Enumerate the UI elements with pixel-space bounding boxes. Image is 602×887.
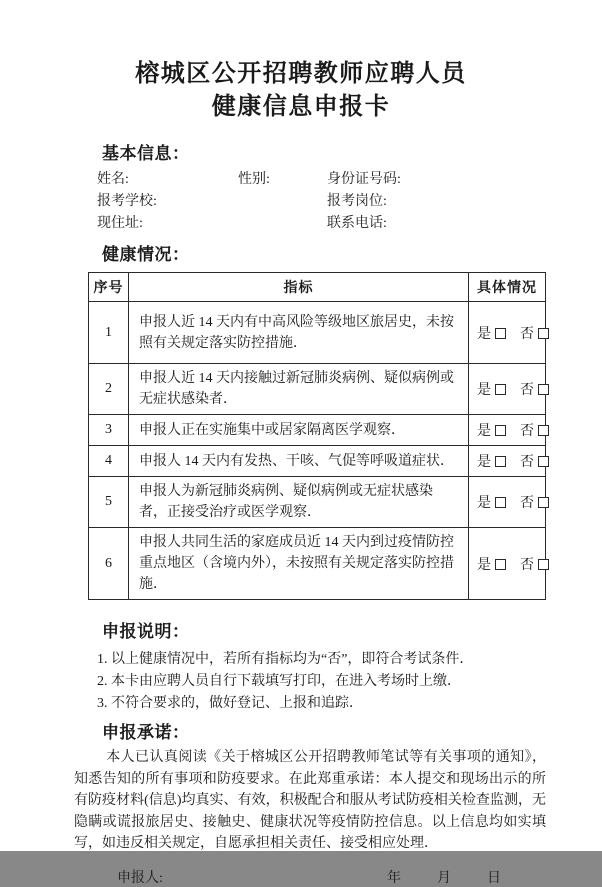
date-fields — [351, 867, 501, 887]
health-table — [88, 272, 546, 600]
yes-checkbox-icon[interactable] — [495, 328, 506, 339]
yes-label: 是 — [477, 326, 491, 342]
column-header-indicator: 指标 — [129, 273, 469, 302]
row-indicator-text: 申报人近 14 天内有中高风险等级地区旅居史，未按照有关规定落实防控措施． — [129, 302, 469, 364]
declarant-signature-label: 申报人: — [117, 870, 163, 886]
table-row — [89, 302, 546, 364]
month-label: 月 — [437, 870, 451, 886]
column-header-no: 序号 — [89, 273, 129, 302]
instructions-list — [97, 649, 545, 715]
table-row — [89, 364, 546, 415]
yes-checkbox-icon[interactable] — [495, 456, 506, 467]
row-indicator-text: 申报人共同生活的家庭成员近 14 天内到过疫情防控重点地区（含境内外），未按照有关规定落实防控措施． — [129, 528, 469, 600]
column-header-situation: 具体情况 — [469, 273, 546, 302]
name-field-label: 姓名: — [97, 172, 129, 187]
situation-cell — [469, 528, 546, 600]
row-indicator-text: 申报人正在实施集中或居家隔离医学观察． — [129, 415, 469, 446]
no-checkbox-icon[interactable] — [538, 425, 549, 436]
row-number: 6 — [89, 528, 129, 600]
row-number: 4 — [89, 446, 129, 477]
no-label: 否 — [520, 424, 534, 439]
no-label: 否 — [520, 496, 534, 511]
yes-label: 是 — [477, 455, 491, 470]
row-number: 1 — [89, 302, 129, 364]
field-row-3 — [97, 211, 545, 233]
basic-info-fields — [88, 167, 545, 233]
table-row — [89, 415, 546, 446]
phone-field-label: 联系电话: — [327, 216, 387, 231]
school-field-label: 报考学校: — [97, 194, 157, 209]
commitment-paragraph: 本人已认真阅读《关于榕城区公开招聘教师笔试等有关事项的通知》，知悉告知的所有事项和防疫要求。在此郑重承诺：本人提交和现场出示的所有防疫材料(信息)均真实、有效，积极配合和服从考试防疫相关检查监测，无隐瞒或谎报旅居史、接触史、健康状况等疫情防控信息。以上信息均如实填写，如违反相关规定，自愿承担相关责任、接受相应处理． — [74, 750, 546, 851]
no-label: 否 — [520, 557, 534, 573]
commitment-heading: 申报承诺： — [102, 723, 190, 742]
situation-cell — [469, 302, 546, 364]
instruction-item: 1. 以上健康情况中，若所有指标均为“否”，即符合考试条件． — [97, 652, 474, 667]
instruction-item: 3. 不符合要求的，做好登记、上报和追踪． — [97, 696, 363, 711]
situation-cell — [469, 477, 546, 528]
health-status-heading: 健康情况： — [102, 245, 190, 264]
gender-field-label: 性别: — [238, 172, 270, 187]
no-checkbox-icon[interactable] — [538, 384, 549, 395]
row-number: 3 — [89, 415, 129, 446]
title-line-1: 榕城区公开招聘教师应聘人员 — [135, 61, 467, 87]
no-checkbox-icon[interactable] — [538, 328, 549, 339]
table-row — [89, 528, 546, 600]
row-indicator-text: 申报人 14 天内有发热、干咳、气促等呼吸道症状． — [129, 446, 469, 477]
id-number-field-label: 身份证号码: — [327, 172, 401, 187]
table-row — [89, 446, 546, 477]
title-line-2: 健康信息申报卡 — [211, 94, 391, 120]
instruction-item: 2. 本卡由应聘人员自行下载填写打印，在进入考场时上缴． — [97, 674, 461, 689]
instructions-heading: 申报说明： — [102, 622, 190, 641]
page-title — [0, 0, 602, 124]
no-checkbox-icon[interactable] — [538, 456, 549, 467]
no-label: 否 — [520, 383, 534, 398]
yes-label: 是 — [477, 424, 491, 439]
table-row — [89, 477, 546, 528]
yes-label: 是 — [477, 383, 491, 398]
yes-checkbox-icon[interactable] — [495, 497, 506, 508]
situation-cell — [469, 415, 546, 446]
year-label: 年 — [387, 870, 401, 886]
yes-label: 是 — [477, 557, 491, 573]
row-indicator-text: 申报人近 14 天内接触过新冠肺炎病例、疑似病例或无症状感染者． — [129, 364, 469, 415]
no-label: 否 — [520, 455, 534, 470]
day-label: 日 — [487, 870, 501, 886]
field-row-2 — [97, 189, 545, 211]
no-label: 否 — [520, 326, 534, 342]
address-field-label: 现住址: — [97, 216, 143, 231]
row-indicator-text: 申报人为新冠肺炎病例、疑似病例或无症状感染者，正接受治疗或医学观察． — [129, 477, 469, 528]
yes-checkbox-icon[interactable] — [495, 384, 506, 395]
row-number: 5 — [89, 477, 129, 528]
position-field-label: 报考岗位: — [327, 194, 387, 209]
basic-info-heading: 基本信息： — [102, 144, 190, 163]
field-row-1 — [97, 167, 545, 189]
yes-checkbox-icon[interactable] — [495, 559, 506, 570]
no-checkbox-icon[interactable] — [538, 559, 549, 570]
yes-label: 是 — [477, 496, 491, 511]
signature-row — [88, 867, 545, 887]
no-checkbox-icon[interactable] — [538, 497, 549, 508]
table-header-row — [89, 273, 546, 302]
yes-checkbox-icon[interactable] — [495, 425, 506, 436]
row-number: 2 — [89, 364, 129, 415]
situation-cell — [469, 446, 546, 477]
situation-cell — [469, 364, 546, 415]
